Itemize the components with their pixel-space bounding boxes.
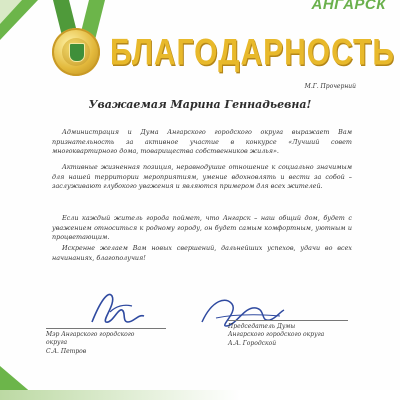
right-signatory-name: А.А. Городской	[228, 339, 277, 347]
left-signatory-name: С.А. Петров	[46, 347, 87, 355]
right-signatory	[228, 320, 348, 348]
brand-logo-text: АНГАРСК	[311, 0, 386, 13]
body-paragraph-3: Если каждый житель города поймет, что Ангарск – наш общий дом, будет с уважением относиться к родному городу, он будет самым комфортным, уютным и процветающим.	[52, 214, 352, 242]
body-paragraph-1: Администрация и Дума Ангарского городского округа выражает Вам признательность за активное участие в конкурсе «Лучший совет многоквартирного дома, товарищества собственников жилья».	[52, 128, 352, 156]
left-signatory	[46, 328, 166, 356]
green-corner-top-left-highlight	[0, 0, 22, 24]
left-signatory-line-1: Мэр Ангарского городского	[46, 331, 135, 338]
top-right-name: М.Г. Прочерний	[304, 83, 356, 90]
mayor-signature	[82, 282, 152, 330]
right-signatory-line-1: Председатель Думы	[228, 323, 296, 330]
greeting: Уважаемая Марина Геннадьевна!	[88, 98, 312, 111]
left-signatory-line-2: округа	[46, 339, 68, 347]
coat-of-arms-icon	[69, 43, 85, 62]
body-paragraph-4: Искренне желаем Вам новых свершений, дальнейших успехов, удачи во всех начинаниях, благополучия!	[52, 244, 352, 262]
right-signatory-line-2: Ангарского городского округа	[228, 331, 325, 339]
certificate-title: БЛАГОДАРНОСТЬ	[110, 32, 395, 74]
bottom-band	[0, 390, 400, 400]
body-paragraph-2: Активные жизненная позиция, неравнодушие отношение к социально значимым для нашей территории мероприятиям, умение вдохновлять и вести за собой – заслуживают глубокого уважения и являются примером для всех жителей.	[52, 163, 352, 191]
